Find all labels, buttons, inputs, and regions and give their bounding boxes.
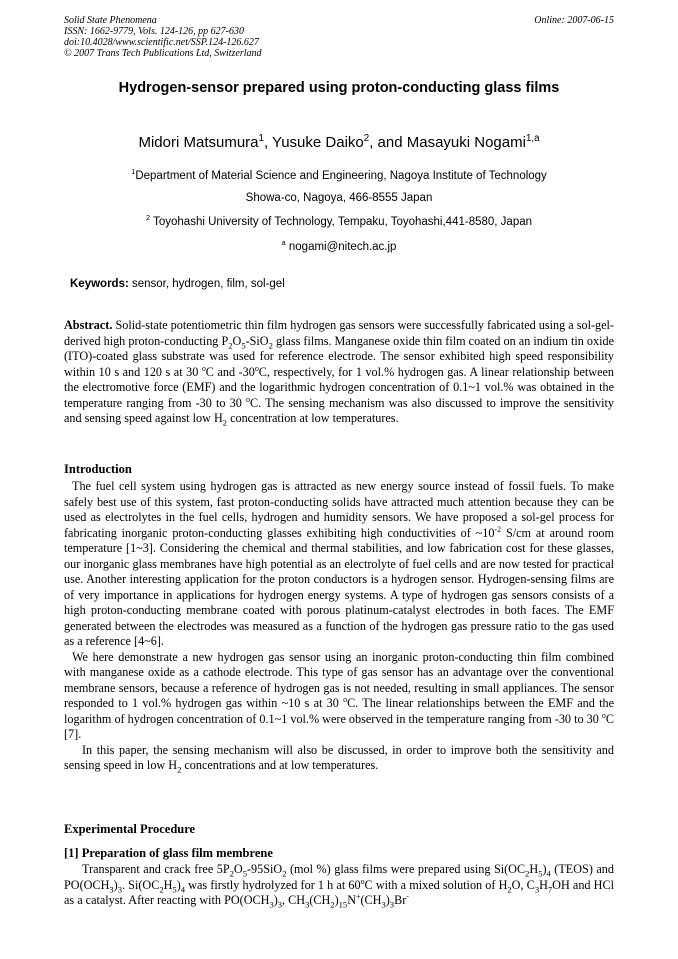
abstract-text: glass films. Manganese oxide thin film coated on an indium tin oxide (ITO)-coated glass substrate was used for reference electrode. The sensor exhibited high speed responsibility within 10 s and 120 s at 30 — [64, 333, 614, 379]
journal-name: Solid State Phenomena — [64, 15, 157, 26]
subscript: 3 — [269, 899, 274, 910]
abstract-label: Abstract. — [64, 318, 113, 332]
paper-title: Hydrogen-sensor prepared using proton-conducting glass films — [118, 80, 560, 96]
introduction-body — [64, 479, 614, 774]
subscript: 2 — [177, 764, 182, 775]
subscript: 2 — [229, 868, 234, 879]
abstract-text: concentration at low temperatures. — [227, 411, 399, 425]
abstract-text: C, respectively, for 1 vol.% hydrogen gas. A linear relationship between the electromotive force (EMF) and the logarithmic hydrogen concentration of 0.1~1 vol.% was obtained in the temperature ranging from -30 to 30 — [64, 364, 614, 410]
subscript: 3 — [381, 899, 386, 910]
subscript: 3 — [305, 899, 310, 910]
affiliation-mark: 1 — [131, 167, 136, 177]
abstract-text: Solid-state potentiometric thin film hydrogen gas sensors were successfully fabricated using a sol-gel-derived high proton-conducting P — [64, 318, 614, 348]
abstract-text: -SiO — [245, 333, 269, 348]
experimental-paragraph — [64, 862, 614, 909]
paragraph-text: H — [529, 862, 539, 876]
superscript: o — [246, 394, 250, 404]
paragraph-text: ) — [334, 893, 339, 907]
affiliation-1 — [0, 167, 678, 182]
subscript: 5 — [242, 868, 247, 879]
paragraph-text: concentrations and at low temperatures. — [181, 758, 379, 772]
subscript: 2 — [330, 899, 335, 910]
superscript: - — [406, 891, 409, 901]
author-affiliation-mark: 2 — [363, 133, 370, 144]
paragraph-text: H — [163, 877, 173, 892]
subscript: 4 — [546, 868, 551, 879]
superscript: o — [601, 710, 606, 720]
subscript: 2 — [228, 339, 233, 350]
paragraph-text: Br — [394, 893, 407, 907]
copyright: © 2007 Trans Tech Publications Ltd, Switzerland — [64, 48, 262, 59]
paragraph-text: C with a mixed solution of H — [364, 877, 508, 892]
paragraph-text: S/cm at around room temperature [1~3]. Considering the chemical and thermal stabilities, and low fabrication cost for these glasses, our inorganic glass membranes have high potential as an electrolyte of fuel cells and are now tested for practical use. Another interesting application for the proton conductors is a hydrogen sensor. Hydrogen-sensing films are of very importance in applications for hydrogen energy systems. A type of hydrogen gas sensors consists of a high proton-conducting membrane coated with porous platinum-catalyst electrodes in both faces. The EMF generated between the electrodes was measured as a function of the hydrogen gas pressure ratio to the gas used as a reference [4~6]. — [64, 525, 615, 648]
email-mark: a — [281, 238, 286, 248]
subscript: 2 — [282, 868, 287, 879]
paragraph-text: ) — [176, 877, 181, 892]
subscript: 5 — [538, 868, 543, 879]
paragraph-text: We here demonstrate a new hydrogen gas sensor using an inorganic proton-conducting thin film combined with manganese oxide as a cathode electrode. This type of gas sensor has an advantage over the conventional membrane sensors, because a reference of hydrogen gas is not needed, resulting in small appliances. The sensor responded to 1 vol.% hydrogen gas within ~10 s at 30 — [64, 649, 614, 710]
subscript: 3 — [117, 883, 122, 894]
subscript: 2 — [507, 883, 512, 894]
online-date: Online: 2007-06-15 — [534, 15, 614, 26]
paragraph-text: -95SiO — [246, 862, 283, 876]
paragraph-text: (CH — [360, 893, 382, 907]
subscript: 2 — [159, 883, 164, 894]
paragraph-text: . Si(OC — [121, 877, 160, 892]
subscript: 2 — [525, 868, 530, 879]
affiliation-text: Toyohashi University of Technology, Tempaku, Toyohashi,441-8580, Japan — [150, 216, 533, 228]
abstract — [64, 318, 614, 427]
introduction-heading: Introduction — [64, 462, 132, 476]
intro-paragraph-2 — [64, 650, 614, 743]
affiliation-text: Department of Material Science and Engineering, Nagoya Institute of Technology — [135, 170, 547, 182]
subscript: 3 — [277, 899, 283, 910]
subscript: 3 — [109, 883, 114, 894]
keywords-text: sensor, hydrogen, film, sol-gel — [128, 278, 285, 290]
experimental-heading: Experimental Procedure — [64, 822, 196, 836]
paragraph-text: H — [539, 877, 548, 892]
author-affiliation-mark: 1 — [258, 133, 264, 144]
corresponding-email — [0, 238, 678, 253]
issn: ISSN: 1662-9779, Vols. 124-126, pp 627-630 — [64, 26, 244, 37]
paragraph-text: OH and HCl as a catalyst. After reacting with PO(OCH — [64, 877, 614, 907]
paragraph-text: N — [347, 893, 356, 907]
paragraph-text: ) — [542, 862, 547, 876]
affiliation-mark: 2 — [145, 213, 151, 223]
experimental-body — [64, 862, 614, 909]
superscript: + — [356, 891, 361, 901]
paragraph-text: was firstly hydrolyzed for 1 h at 60 — [185, 877, 361, 892]
author-separator: , and — [369, 134, 407, 151]
author-name: Midori Matsumura — [138, 134, 259, 151]
paragraph-text: In this paper, the sensing mechanism will also be discussed, in order to improve both the sensitivity and sensing speed in low H — [64, 742, 614, 772]
paragraph-text: The fuel cell system using hydrogen gas is attracted as new energy source instead of fossil fuels. To make safely best use of this system, fast proton-conducting solids have attracted much attention because they can be used as electrolytes in the fuel cells, hydrogen and humidity sensors. We have proposed a sol-gel process for fabricating inorganic proton-conducting glasses exhibiting high conductivities of ~10 — [64, 479, 614, 540]
subscript: 5 — [241, 339, 246, 350]
author-name: Yusuke Daiko — [272, 134, 364, 151]
abstract-text: O — [232, 333, 242, 348]
journal-header — [64, 15, 262, 59]
paragraph-text: , CH — [282, 893, 306, 907]
paragraph-text: (CH — [309, 893, 331, 907]
subscript: 3 — [534, 883, 540, 894]
paragraph-text: ) — [113, 877, 118, 892]
intro-paragraph-3 — [64, 743, 614, 774]
experimental-subheading: [1] Preparation of glass film membrene — [64, 846, 273, 860]
author-list — [0, 134, 678, 151]
subscript: 7 — [547, 883, 553, 894]
superscript: -2 — [494, 524, 502, 534]
subscript: 2 — [268, 339, 273, 350]
keywords — [70, 278, 285, 290]
paragraph-text: ) — [273, 893, 278, 907]
doi: doi:10.4028/www.scientific.net/SSP.124-126.627 — [64, 37, 259, 48]
paragraph-text: C [7]. — [64, 711, 614, 741]
author-separator: , — [263, 134, 273, 151]
superscript: o — [254, 363, 259, 373]
paragraph-text: Transparent and crack free 5P — [82, 862, 230, 876]
paragraph-text: (TEOS) and PO(OCH — [64, 862, 614, 892]
author-name: Masayuki Nogami — [406, 134, 526, 151]
paragraph-text: O, C — [511, 877, 535, 892]
affiliation-1-address: Showa-co, Nagoya, 466-8555 Japan — [245, 192, 433, 204]
superscript: o — [360, 876, 365, 886]
superscript: o — [201, 363, 206, 373]
email-text: nogami@nitech.ac.jp — [285, 241, 397, 253]
paragraph-text: O — [233, 862, 243, 876]
keywords-label: Keywords: — [70, 278, 129, 290]
intro-paragraph-1 — [64, 479, 614, 650]
abstract-text: C and -30 — [205, 364, 255, 379]
subscript: 2 — [222, 417, 228, 428]
affiliation-2 — [0, 213, 678, 228]
paragraph-text: (mol %) glass films were prepared using Si(OC — [286, 862, 526, 876]
subscript: 4 — [180, 883, 186, 894]
subscript: 3 — [389, 899, 395, 910]
abstract-text: C. The sensing mechanism was also discussed to improve the sensitivity and sensing speed against low H — [64, 395, 614, 425]
subscript: 5 — [172, 883, 177, 894]
paragraph-text: ) — [385, 893, 390, 907]
subscript: 15 — [338, 899, 348, 910]
superscript: o — [343, 694, 348, 704]
paragraph-text: C. The linear relationships between the EMF and the logarithm of hydrogen concentration of 0.1~1 vol.% were observed in the temperature ranging from -30 to 30 — [64, 696, 615, 726]
author-affiliation-mark: 1,a — [525, 133, 540, 144]
